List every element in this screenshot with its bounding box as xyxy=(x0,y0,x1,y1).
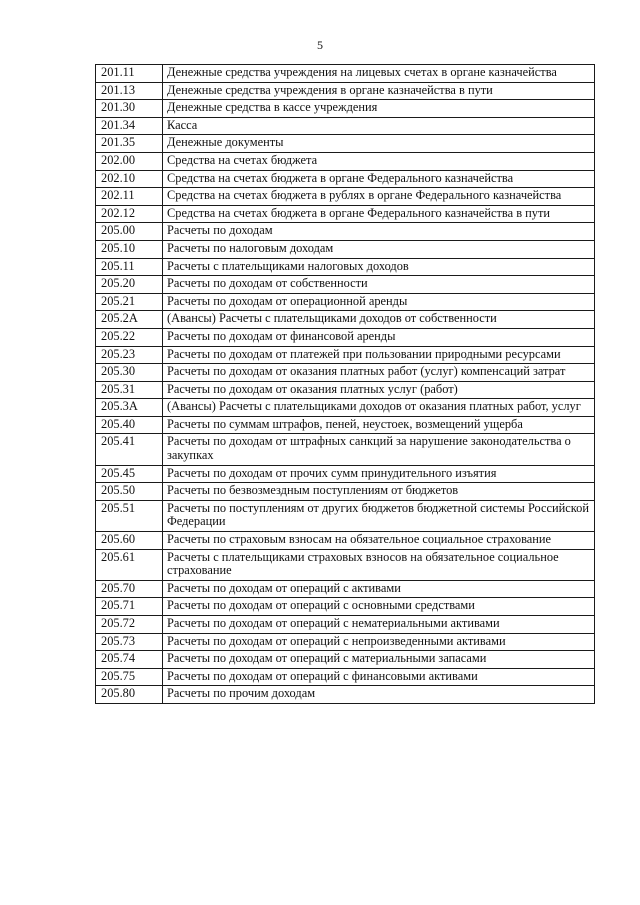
table-row xyxy=(96,135,595,153)
account-name-cell: Денежные документы xyxy=(163,135,595,153)
account-code-cell: 202.12 xyxy=(96,205,163,223)
account-code-cell: 205.60 xyxy=(96,532,163,550)
account-code-cell: 202.11 xyxy=(96,188,163,206)
accounts-table-body xyxy=(96,65,595,704)
table-row xyxy=(96,152,595,170)
account-name-cell: Расчеты с плательщиками страховых взносов на обязательное социальное страхование xyxy=(163,549,595,580)
account-name-cell: Расчеты по доходам от операционной аренды xyxy=(163,293,595,311)
account-name-cell: Расчеты по налоговым доходам xyxy=(163,240,595,258)
table-row xyxy=(96,65,595,83)
account-name-cell: Средства на счетах бюджета в органе Федерального казначейства xyxy=(163,170,595,188)
account-code-cell: 205.45 xyxy=(96,465,163,483)
table-row xyxy=(96,465,595,483)
account-name-cell: Расчеты по суммам штрафов, пеней, неустоек, возмещений ущерба xyxy=(163,416,595,434)
table-row xyxy=(96,100,595,118)
account-name-cell: Расчеты по доходам от оказания платных услуг (работ) xyxy=(163,381,595,399)
account-code-cell: 205.51 xyxy=(96,500,163,531)
table-row xyxy=(96,170,595,188)
account-code-cell: 205.00 xyxy=(96,223,163,241)
account-name-cell: Денежные средства учреждения на лицевых счетах в органе казначейства xyxy=(163,65,595,83)
account-code-cell: 205.50 xyxy=(96,483,163,501)
account-code-cell: 205.23 xyxy=(96,346,163,364)
account-code-cell: 201.30 xyxy=(96,100,163,118)
account-code-cell: 205.20 xyxy=(96,276,163,294)
account-code-cell: 202.10 xyxy=(96,170,163,188)
account-code-cell: 201.35 xyxy=(96,135,163,153)
account-name-cell: Средства на счетах бюджета в органе Федерального казначейства в пути xyxy=(163,205,595,223)
table-row xyxy=(96,483,595,501)
account-name-cell: Расчеты по безвозмездным поступлениям от бюджетов xyxy=(163,483,595,501)
account-name-cell: Средства на счетах бюджета xyxy=(163,152,595,170)
accounts-table xyxy=(95,64,595,704)
table-row xyxy=(96,549,595,580)
account-name-cell: Расчеты по доходам от операций с нематериальными активами xyxy=(163,616,595,634)
page-number: 5 xyxy=(317,38,323,52)
account-name-cell: (Авансы) Расчеты с плательщиками доходов от оказания платных работ, услуг xyxy=(163,399,595,417)
account-code-cell: 205.3А xyxy=(96,399,163,417)
table-row xyxy=(96,381,595,399)
account-name-cell: Расчеты по доходам от платежей при пользовании природными ресурсами xyxy=(163,346,595,364)
table-row xyxy=(96,686,595,704)
account-code-cell: 205.10 xyxy=(96,240,163,258)
account-name-cell: Касса xyxy=(163,117,595,135)
table-row xyxy=(96,82,595,100)
account-name-cell: Расчеты по доходам от операций с непроизведенными активами xyxy=(163,633,595,651)
table-row xyxy=(96,293,595,311)
table-row xyxy=(96,434,595,465)
account-name-cell: Расчеты по доходам от операций с активами xyxy=(163,580,595,598)
table-row xyxy=(96,346,595,364)
account-code-cell: 205.22 xyxy=(96,328,163,346)
account-code-cell: 205.31 xyxy=(96,381,163,399)
account-code-cell: 205.71 xyxy=(96,598,163,616)
table-row xyxy=(96,223,595,241)
account-code-cell: 205.41 xyxy=(96,434,163,465)
table-row xyxy=(96,258,595,276)
account-code-cell: 205.61 xyxy=(96,549,163,580)
account-name-cell: Денежные средства учреждения в органе казначейства в пути xyxy=(163,82,595,100)
table-row xyxy=(96,416,595,434)
account-name-cell: Денежные средства в кассе учреждения xyxy=(163,100,595,118)
account-code-cell: 205.21 xyxy=(96,293,163,311)
account-code-cell: 205.73 xyxy=(96,633,163,651)
account-name-cell: Расчеты по доходам от операций с финансовыми активами xyxy=(163,668,595,686)
account-code-cell: 205.72 xyxy=(96,616,163,634)
table-row xyxy=(96,633,595,651)
table-row xyxy=(96,205,595,223)
account-code-cell: 205.74 xyxy=(96,651,163,669)
account-code-cell: 201.11 xyxy=(96,65,163,83)
table-row xyxy=(96,311,595,329)
account-name-cell: (Авансы) Расчеты с плательщиками доходов от собственности xyxy=(163,311,595,329)
account-code-cell: 201.13 xyxy=(96,82,163,100)
table-row xyxy=(96,532,595,550)
account-code-cell: 205.80 xyxy=(96,686,163,704)
account-name-cell: Расчеты по доходам от финансовой аренды xyxy=(163,328,595,346)
table-row xyxy=(96,399,595,417)
account-name-cell: Расчеты по прочим доходам xyxy=(163,686,595,704)
account-name-cell: Расчеты по доходам от операций с основными средствами xyxy=(163,598,595,616)
account-name-cell: Расчеты по доходам от прочих сумм принудительного изъятия xyxy=(163,465,595,483)
table-row xyxy=(96,616,595,634)
account-name-cell: Расчеты по доходам от операций с материальными запасами xyxy=(163,651,595,669)
table-row xyxy=(96,276,595,294)
table-row xyxy=(96,328,595,346)
table-row xyxy=(96,598,595,616)
table-row xyxy=(96,188,595,206)
account-code-cell: 201.34 xyxy=(96,117,163,135)
account-name-cell: Расчеты по доходам от оказания платных работ (услуг) компенсаций затрат xyxy=(163,364,595,382)
account-name-cell: Расчеты по страховым взносам на обязательное социальное страхование xyxy=(163,532,595,550)
table-row xyxy=(96,668,595,686)
account-name-cell: Расчеты по поступлениям от других бюджетов бюджетной системы Российской Федерации xyxy=(163,500,595,531)
account-code-cell: 202.00 xyxy=(96,152,163,170)
account-code-cell: 205.75 xyxy=(96,668,163,686)
account-name-cell: Расчеты по доходам xyxy=(163,223,595,241)
account-code-cell: 205.11 xyxy=(96,258,163,276)
table-row xyxy=(96,580,595,598)
account-name-cell: Расчеты с плательщиками налоговых доходов xyxy=(163,258,595,276)
account-code-cell: 205.2А xyxy=(96,311,163,329)
table-row xyxy=(96,651,595,669)
account-name-cell: Расчеты по доходам от штрафных санкций за нарушение законодательства о закупках xyxy=(163,434,595,465)
table-row xyxy=(96,500,595,531)
account-name-cell: Расчеты по доходам от собственности xyxy=(163,276,595,294)
table-row xyxy=(96,364,595,382)
table-row xyxy=(96,117,595,135)
account-name-cell: Средства на счетах бюджета в рублях в органе Федерального казначейства xyxy=(163,188,595,206)
account-code-cell: 205.40 xyxy=(96,416,163,434)
account-code-cell: 205.70 xyxy=(96,580,163,598)
account-code-cell: 205.30 xyxy=(96,364,163,382)
table-row xyxy=(96,240,595,258)
